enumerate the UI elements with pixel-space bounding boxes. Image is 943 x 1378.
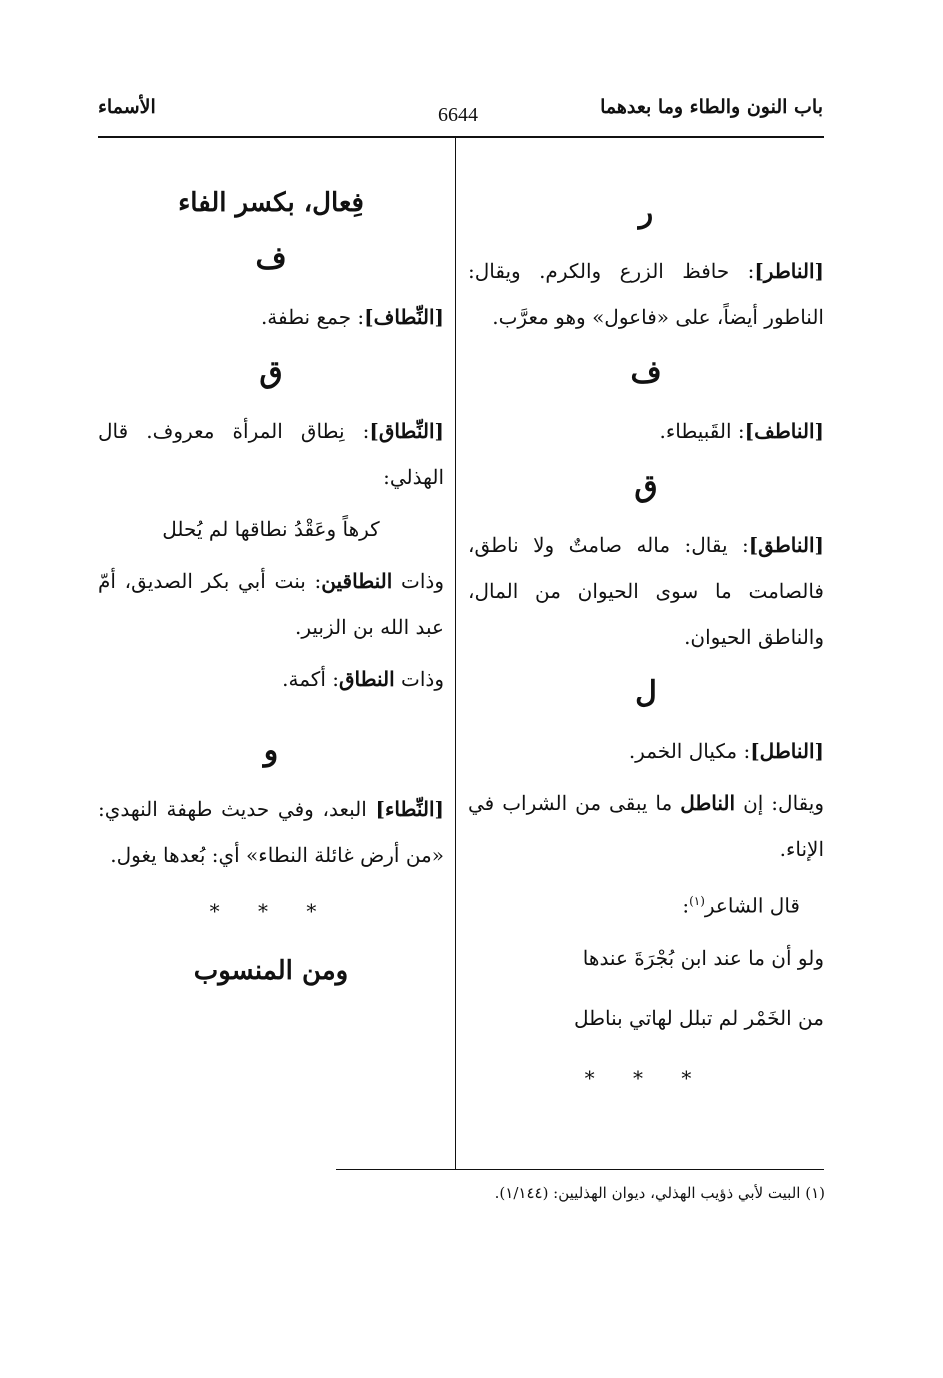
entry-term: [الناطر] [754,259,824,283]
poet-intro [468,878,824,929]
entry-definition: : حافظ الزرع والكرم. ويقال: الناطور أيضاً، على «فاعول» وهو معرَّب. [468,259,824,329]
verse-line: كرهاً وعَقْدُ نطاقها لم يُحلل [162,517,380,541]
letter-heading-q: ق [634,469,658,504]
entry-definition: : يقال: ماله صامتٌ ولا ناطق، فالصامت ما سوى الحيوان من المال، والناطق الحيوان. [468,533,824,649]
entry-definition: : نِطاق المرأة معروف. قال الهذلي: [98,419,444,489]
entry-natif [468,408,824,454]
letter-heading-w: و [263,733,279,768]
entry-term: [الناطق] [748,533,824,557]
entry-natil-2 [468,780,824,872]
footnote-rule [336,1169,824,1170]
section-heading: فِعال، بكسر الفاء [178,188,364,218]
section-separator: * * * [209,899,333,923]
poet-intro-text: قال الشاعر [704,893,800,918]
entry-natiq [468,522,824,660]
entry-definition: : القَبيطاء. [659,419,745,443]
running-head-section: الأسماء [98,96,156,118]
letter-heading-q: ق [259,355,283,390]
entry-definition: البعد، وفي حديث طهفة النهدي: «من أرض غائلة النطاء» أي: بُعدها يغول. [98,797,444,867]
column-divider [455,138,456,1170]
entry-prefix: وذات [392,569,444,593]
entry-prefix: وذات [394,667,444,691]
verse-line-1: ولو أن ما عند ابن بُجْرَةَ عندها [582,945,824,970]
right-column [468,180,824,1113]
entry-definition: : جمع نطفة. [260,305,365,329]
entry-nazir [468,248,824,340]
verse-line-2: من الخَمْر لم تبلل لهاتي بناطل [573,1005,824,1030]
footnote-reference: (١) [689,894,705,908]
entry-natil [468,728,824,774]
entry-term: الناطل [680,791,736,815]
letter-heading-f: ف [255,241,287,276]
page-number: 6644 [438,104,478,126]
entry-term: [الناطل] [750,739,824,763]
letter-heading-f: ف [630,355,662,390]
entry-definition: : مكيال الخمر. [628,739,751,763]
entry-definition: : أكمة. [282,667,339,691]
entry-nitaq-2 [98,656,444,702]
closing-heading: ومن المنسوب [193,956,349,986]
entry-nitaqayn [98,558,444,650]
letter-heading-l: ل [635,675,657,710]
entry-definition: ما يبقى من الشراب في الإناء. [468,791,824,861]
header-rule [98,136,824,138]
entry-term: النطاق [338,667,395,691]
entry-nitaq [98,408,444,500]
entry-term: [النِّطاق] [369,419,444,443]
entry-prefix: ويقال: إن [735,791,825,815]
letter-heading-r: ر [638,195,654,230]
entry-nita [98,786,444,878]
entry-term: [النِّطاف] [364,305,444,329]
entry-term: [النِّطاء] [375,797,444,821]
footnote: (١) البيت لأبي ذؤيب الهذلي، ديوان الهذليين: (١/١٤٤). [494,1184,825,1202]
entry-term: النطاقين [321,569,393,593]
running-head-chapter: باب النون والطاء وما بعدهما [600,96,823,118]
entry-term: [الناطف] [744,419,824,443]
section-separator: * * * [584,1065,708,1090]
left-column [98,180,444,1000]
entry-nitaf [98,294,444,340]
poet-intro-colon: : [682,893,690,918]
entry-definition: : بنت أبي بكر الصديق، أمّ عبد الله بن الزبير. [98,569,444,639]
